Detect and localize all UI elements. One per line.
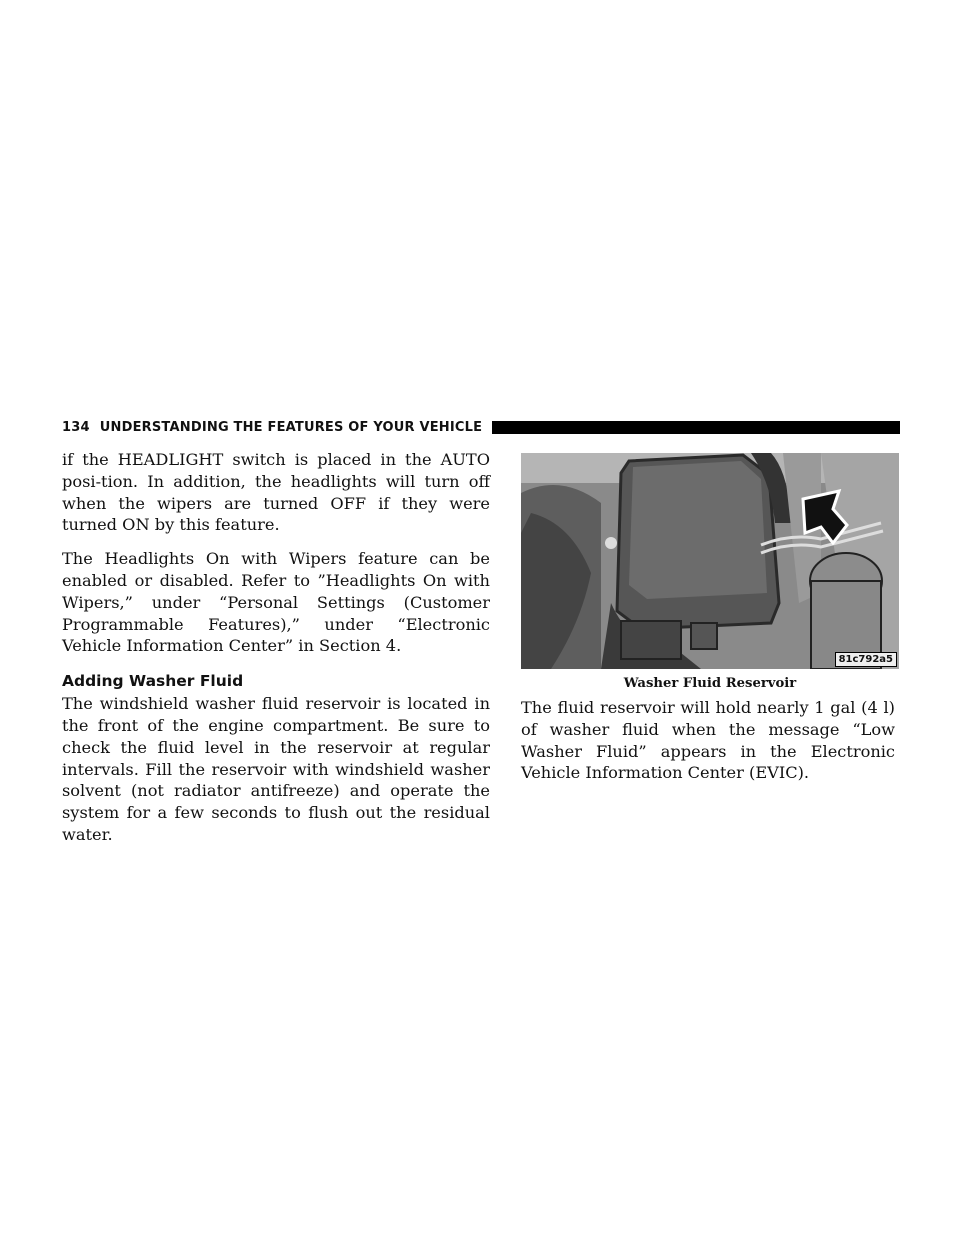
page-number: 134 [62,419,90,435]
paragraph-reservoir-capacity: The fluid reservoir will hold nearly 1 gal (4 l) of washer fluid when the message “Low Washer Fluid” appears in the Electronic Vehicle Information Center (EVIC). [521,698,895,783]
left-column [62,449,490,858]
figure-caption: Washer Fluid Reservoir [623,676,797,691]
section-title: UNDERSTANDING THE FEATURES OF YOUR VEHICLE [99,419,483,435]
right-column [521,453,899,784]
paragraph-headlights-on-wipers: The Headlights On with Wipers feature can be enabled or disabled. Refer to ”Headlights On with Wipers,” under “Personal Settings (Customer Programmable Features),” under “Electronic Vehicle Information Center” in Section 4. [62,549,490,656]
paragraph-washer-reservoir: The windshield washer fluid reservoir is located in the front of the engine compartment. Be sure to check the fluid level in the reservoir at regular intervals. Fill the reservoir with windshield washer solvent (not radiator antifreeze) and operate the system for a few seconds to flush out the residual water. [62,694,490,844]
engine-compartment-photo [521,453,899,669]
heading-adding-washer-fluid: Adding Washer Fluid [62,672,244,691]
engine-illustration [521,453,899,669]
running-header [62,416,900,438]
figure-code: 81c792a5 [835,652,897,667]
header-rule [492,421,900,434]
paragraph-auto-headlight: if the HEADLIGHT switch is placed in the AUTO posi-tion. In addition, the headlights will turn off when the wipers are turned OFF if they were turned ON by this feature. [62,450,490,535]
